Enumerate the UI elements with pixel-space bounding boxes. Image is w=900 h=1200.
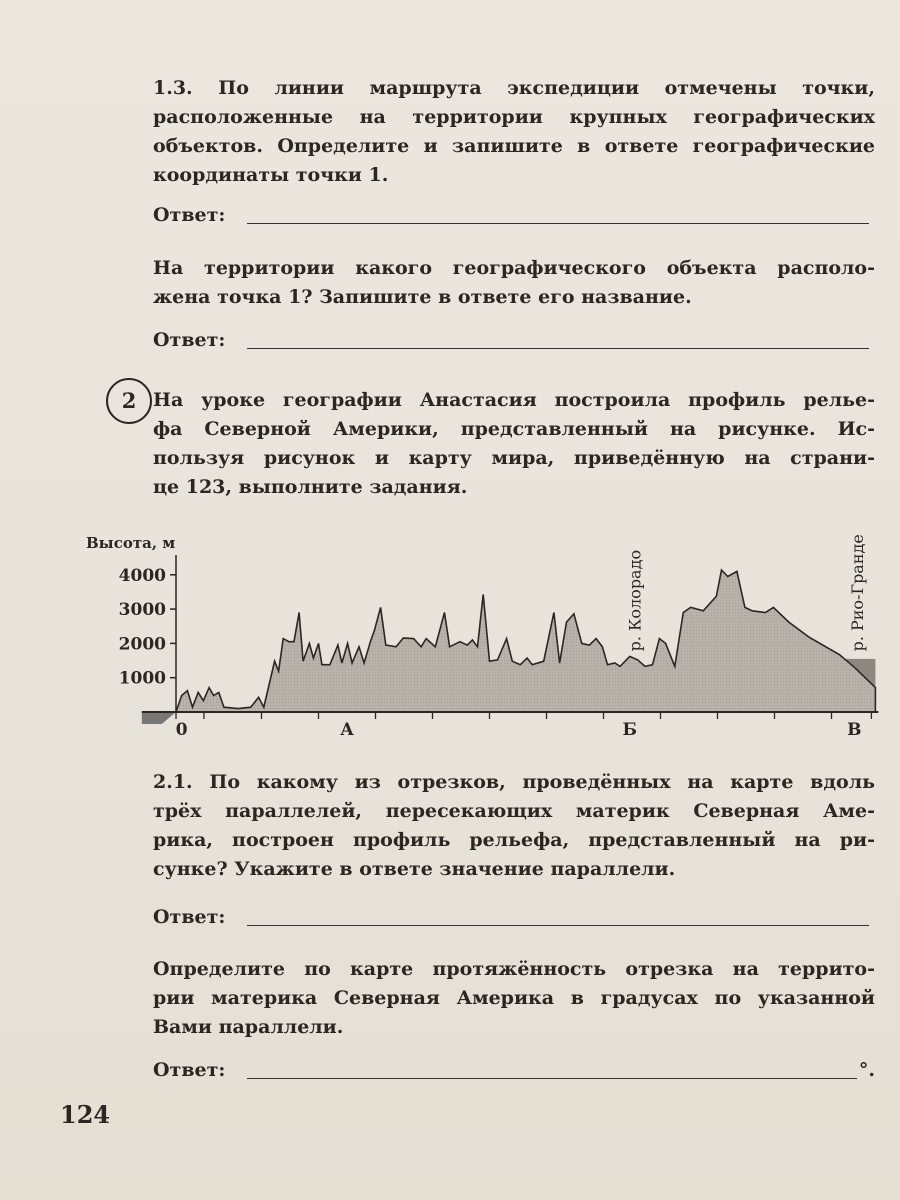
answer-label: Ответ: (153, 329, 226, 351)
task-number-badge: 2 (106, 378, 152, 424)
text-line: пользуя рисунок и карту мира, приведённую на страни- (153, 447, 875, 469)
text-line: це 123, выполните задания. (153, 476, 468, 498)
text-line: трёх параллелей, пересекающих материк Северная Аме- (153, 800, 875, 822)
point-label-0: 0 (175, 720, 188, 740)
y-tick-label: 1000 (118, 668, 166, 689)
answer-field-4[interactable] (153, 1056, 875, 1084)
point-label-a: А (340, 720, 354, 740)
text-line: На уроке географии Анастасия построила профиль релье- (153, 389, 875, 411)
text-line: рии материка Северная Америка в градусах по указанной (153, 987, 875, 1009)
text-line: жена точка 1? Запишите в ответе его название. (153, 286, 692, 308)
question-2-1 (153, 768, 875, 884)
page-number: 124 (60, 1100, 111, 1129)
text-line: Определите по карте протяжённость отрезка на террито- (153, 958, 875, 980)
text-line: Вами параллели. (153, 1016, 344, 1038)
answer-field-3[interactable] (153, 903, 869, 931)
answer-line[interactable] (247, 1078, 857, 1079)
y-tick-label: 4000 (118, 565, 166, 586)
answer-line[interactable] (247, 925, 869, 926)
y-axis-label: Высота, м (86, 534, 176, 552)
text-line: расположенные на территории крупных географических (153, 106, 875, 128)
answer-label: Ответ: (153, 204, 226, 226)
answer-label: Ответ: (153, 906, 226, 928)
text-line: сунке? Укажите в ответе значение параллели. (153, 858, 676, 880)
text-line: координаты точки 1. (153, 164, 389, 186)
text-line: 2.1. По какому из отрезков, проведённых на карте вдоль (153, 771, 875, 793)
river-label-colorado: р. Колорадо (625, 549, 645, 652)
point-label-b: Б (622, 720, 637, 740)
text-line: рика, построен профиль рельефа, представленный на ри- (153, 829, 875, 851)
text-line: фа Северной Америки, представленный на рисунке. Ис- (153, 418, 875, 440)
point-label-v: В (847, 720, 862, 740)
question-2-1-part2 (153, 955, 875, 1042)
answer-label: Ответ: (153, 1059, 226, 1081)
text-line: объектов. Определите и запишите в ответе географические (153, 135, 875, 157)
y-tick-label: 3000 (118, 600, 166, 621)
degree-suffix: °. (858, 1059, 875, 1081)
river-label-rio-grande: р. Рио-Гранде (847, 534, 867, 652)
profile-area (176, 570, 875, 712)
y-tick-label: 2000 (118, 634, 166, 655)
sea-left (142, 712, 176, 724)
text-line: 1.3. По линии маршрута экспедиции отмечены точки, (153, 77, 875, 99)
text-line: На территории какого географического объекта располо- (153, 257, 875, 279)
